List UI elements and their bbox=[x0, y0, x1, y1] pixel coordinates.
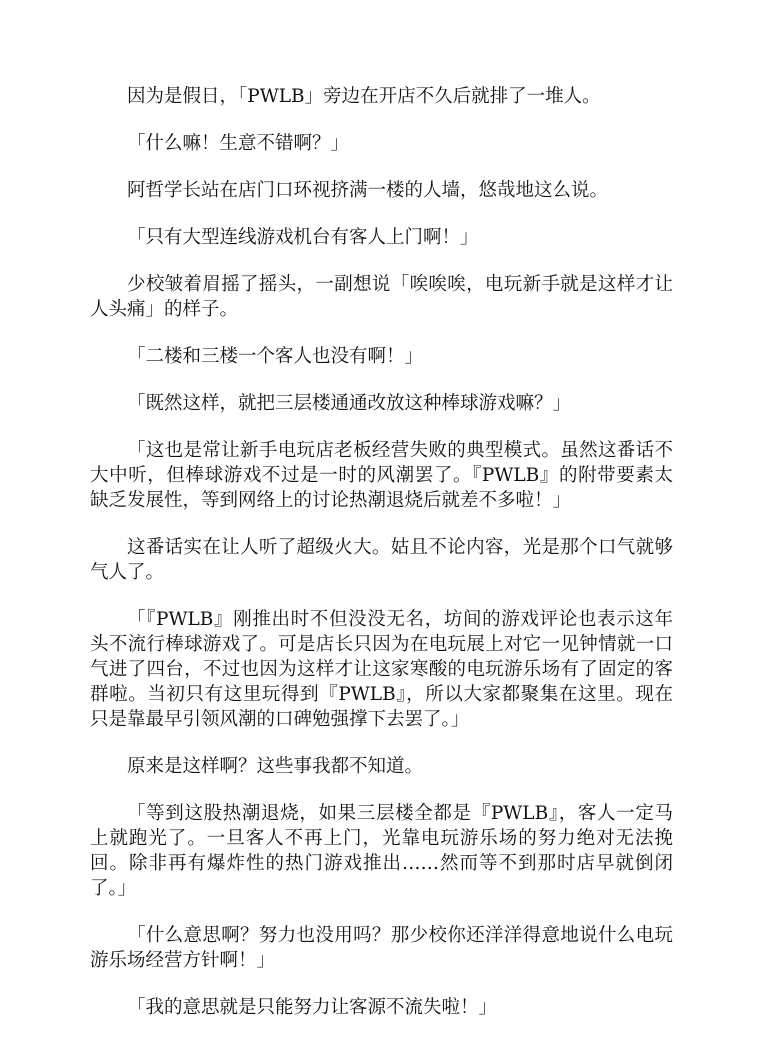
paragraph: 「什么嘛！生意不错啊？」 bbox=[127, 133, 350, 154]
paragraph: 「『PWLB』刚推出时不但没没无名，坊间的游戏评论也表示这年头不流行棒球游戏了。可是店长只因为在电玩展上对它一见钟情就一口气进了四台，不过也因为这样才让这家寒酸的电玩游乐场有了固定的客群啦。当初只有这里玩得到『PWLB』，所以大家都聚集在这里。现在只是靠最早引领风潮的口碑勉强撑下去罢了。」 bbox=[90, 609, 673, 730]
paragraph: 阿哲学长站在店门口环视挤满一楼的人墙，悠哉地这么说。 bbox=[127, 180, 609, 201]
paragraph: 「二楼和三楼一个客人也没有啊！」 bbox=[127, 346, 424, 367]
paragraph: 「这也是常让新手电玩店老板经营失败的典型模式。虽然这番话不大中听，但棒球游戏不过是一时的风潮罢了。『PWLB』的附带要素太缺乏发展性，等到网络上的讨论热潮退烧后就差不多啦！」 bbox=[90, 440, 673, 511]
document-page bbox=[90, 84, 673, 1042]
paragraph: 因为是假日，「PWLB」旁边在开店不久后就排了一堆人。 bbox=[127, 86, 601, 107]
paragraph: 原来是这样啊？这些事我都不知道。 bbox=[127, 756, 424, 777]
paragraph: 「既然这样，就把三层楼通通改放这种棒球游戏嘛？」 bbox=[127, 393, 572, 414]
paragraph: 「什么意思啊？努力也没用吗？那少校你还洋洋得意地说什么电玩游乐场经营方针啊！」 bbox=[90, 925, 673, 971]
paragraph: 「等到这股热潮退烧，如果三层楼全都是『PWLB』，客人一定马上就跑光了。一旦客人不再上门，光靠电玩游乐场的努力绝对无法挽回。除非再有爆炸性的热门游戏推出……然而等不到那时店早就倒闭了。」 bbox=[90, 803, 673, 899]
paragraph: 少校皱着眉摇了摇头，一副想说「唉唉唉，电玩新手就是这样才让人头痛」的样子。 bbox=[90, 274, 673, 320]
paragraph: 「我的意思就是只能努力让客源不流失啦！」 bbox=[127, 997, 498, 1018]
paragraph: 这番话实在让人听了超级火大。姑且不论内容，光是那个口气就够气人了。 bbox=[90, 537, 673, 583]
paragraph: 「只有大型连线游戏机台有客人上门啊！」 bbox=[127, 227, 479, 248]
